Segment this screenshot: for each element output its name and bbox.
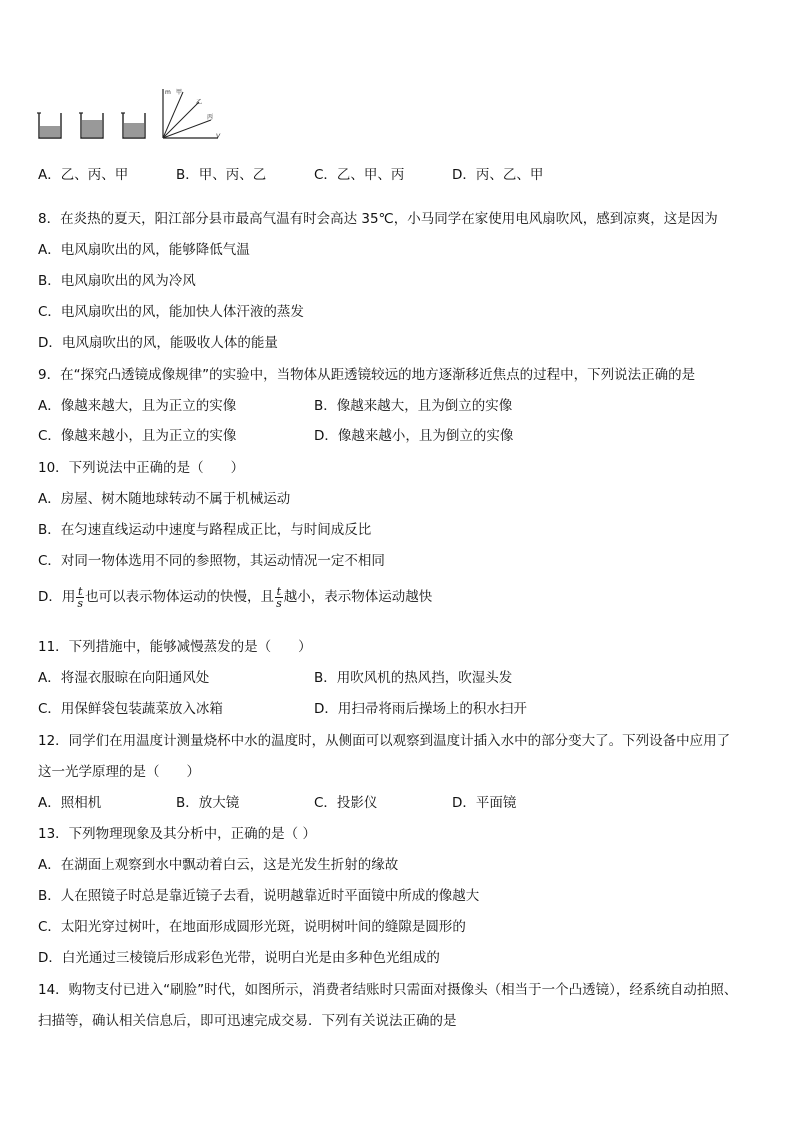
q10-option-b: B．在匀速直线运动中速度与路程成正比，与时间成反比 xyxy=(38,522,372,538)
graph-label-yi: 乙 xyxy=(196,99,203,106)
graph-axis-y-label: m xyxy=(165,89,171,96)
beaker-3 xyxy=(121,113,145,138)
q11-stem: 11．下列措施中，能够减慢蒸发的是（ ） xyxy=(38,639,312,655)
beaker-1 xyxy=(37,113,61,138)
q12-option-d: D．平面镜 xyxy=(452,795,517,811)
q14-stem-line2: 扫描等，确认相关信息后，即可迅速完成交易．下列有关说法正确的是 xyxy=(38,1013,457,1029)
q8-option-c: C．电风扇吹出的风，能加快人体汗液的蒸发 xyxy=(38,304,304,320)
q7-option-c: C．乙、甲、丙 xyxy=(314,167,405,183)
q10-option-d-part3: 越小，表示物体运动越快 xyxy=(283,589,433,605)
q7-option-b: B．甲、丙、乙 xyxy=(176,167,267,183)
q8-stem: 8．在炎热的夏天，阳江部分县市最高气温有时会高达 35℃，小马同学在家使用电风扇吹风，感到凉爽，这是因为 xyxy=(38,211,718,227)
q12-option-a: A．照相机 xyxy=(38,795,102,811)
q9-option-d: D．像越来越小，且为倒立的实像 xyxy=(314,428,514,444)
q11-option-a: A．将湿衣服晾在向阳通风处 xyxy=(38,670,210,686)
q10-option-a: A．房屋、树木随地球转动不属于机械运动 xyxy=(38,491,291,507)
q8-option-b: B．电风扇吹出的风为冷风 xyxy=(38,273,196,289)
q12-stem-line2: 这一光学原理的是（ ） xyxy=(38,764,200,780)
fraction-numerator: t xyxy=(276,584,282,598)
q12-option-c: C．投影仪 xyxy=(314,795,378,811)
q12-option-b: B．放大镜 xyxy=(176,795,240,811)
graph-label-bing: 丙 xyxy=(207,114,214,121)
q10-option-d xyxy=(38,582,432,612)
q11-option-d: D．用扫帚将雨后操场上的积水扫开 xyxy=(314,701,527,717)
fraction-denominator: s xyxy=(276,596,282,610)
q13-option-a: A．在湖面上观察到水中飘动着白云，这是光发生折射的缘故 xyxy=(38,857,399,873)
q12-stem-line1: 12．同学们在用温度计测量烧杯中水的温度时，从侧面可以观察到温度计插入水中的部分变大了。下列设备中应用了 xyxy=(38,733,731,749)
q13-option-c: C．太阳光穿过树叶，在地面形成圆形光斑，说明树叶间的缝隙是圆形的 xyxy=(38,919,466,935)
graph-label-jia: 甲 xyxy=(176,89,183,96)
q7-option-a: A．乙、丙、甲 xyxy=(38,167,129,183)
fraction-t-over-s xyxy=(76,586,84,609)
beakers-and-graph-figure xyxy=(36,86,226,144)
q14-stem-line1: 14．购物支付已进入“刷脸”时代，如图所示，消费者结账时只需面对摄像头（相当于一个凸透镜），经系统自动拍照、 xyxy=(38,982,738,998)
q13-stem: 13．下列物理现象及其分析中，正确的是（ ） xyxy=(38,826,316,842)
graph-axis-x-label: V xyxy=(216,133,221,140)
q8-option-a: A．电风扇吹出的风，能够降低气温 xyxy=(38,242,250,258)
fraction-numerator: t xyxy=(78,584,83,598)
q9-option-a: A．像越来越大，且为正立的实像 xyxy=(38,398,237,414)
m-v-graph xyxy=(163,88,221,140)
q11-option-b: B．用吹风机的热风挡，吹湿头发 xyxy=(314,670,513,686)
fraction-denominator: s xyxy=(77,596,84,610)
fraction-t-over-s xyxy=(275,586,283,609)
q10-option-c: C．对同一物体选用不同的参照物，其运动情况一定不相同 xyxy=(38,553,385,569)
beaker-2 xyxy=(79,113,103,138)
q7-option-d: D．丙、乙、甲 xyxy=(452,167,544,183)
q13-option-b: B．人在照镜子时总是靠近镜子去看，说明越靠近时平面镜中所成的像越大 xyxy=(38,888,480,904)
q9-stem: 9．在“探究凸透镜成像规律”的实验中，当物体从距透镜较远的地方逐渐移近焦点的过程中，下列说法正确的是 xyxy=(38,367,696,383)
q13-option-d: D．白光通过三棱镜后形成彩色光带，说明白光是由多种色光组成的 xyxy=(38,950,440,966)
q10-option-d-part2: 也可以表示物体运动的快慢，且 xyxy=(85,589,275,605)
q9-option-b: B．像越来越大，且为倒立的实像 xyxy=(314,398,513,414)
q8-option-d: D．电风扇吹出的风，能吸收人体的能量 xyxy=(38,335,278,351)
q10-stem: 10．下列说法中正确的是（ ） xyxy=(38,460,245,476)
q9-option-c: C．像越来越小，且为正立的实像 xyxy=(38,428,237,444)
q11-option-c: C．用保鲜袋包装蔬菜放入冰箱 xyxy=(38,701,223,717)
q10-option-d-part1: D．用 xyxy=(38,589,76,605)
